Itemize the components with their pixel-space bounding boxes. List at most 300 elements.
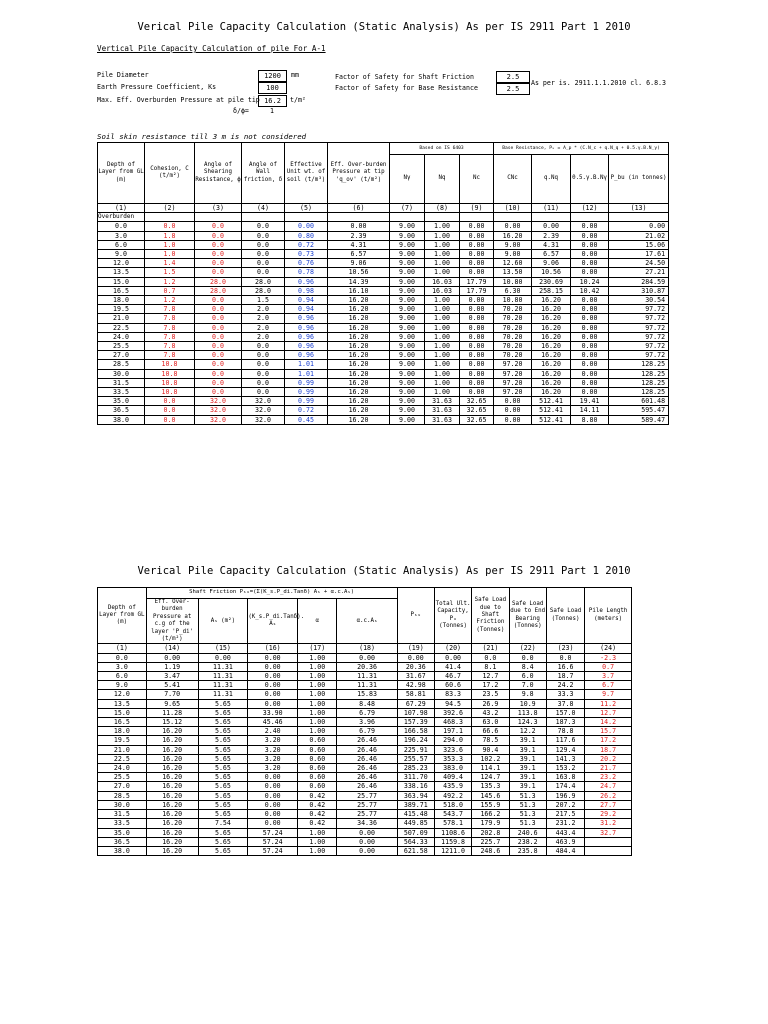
table-row: [98, 406, 669, 415]
table-cell: 24.50: [609, 259, 669, 268]
table-cell: 19.5: [98, 736, 147, 745]
table-cell: 207.2: [546, 800, 584, 809]
table-cell: 16.20: [328, 351, 390, 360]
table-cell: 14.39: [328, 277, 390, 286]
table-cell: 9.00: [390, 259, 425, 268]
table-cell: 97.20: [494, 388, 532, 397]
table-cell: 21.0: [98, 745, 147, 754]
table-cell: 578.1: [434, 819, 471, 828]
table-cell: 0.00: [248, 662, 298, 671]
table-cell: 11.28: [146, 708, 198, 717]
table-cell: 16.20: [146, 727, 198, 736]
table-cell: 39.1: [509, 764, 546, 773]
table-cell: 0.7: [585, 662, 632, 671]
table-cell: 0.00: [571, 296, 609, 305]
table-cell: 238.2: [509, 837, 546, 846]
table-cell: 2.0: [242, 305, 285, 314]
table-cell: 9.00: [390, 286, 425, 295]
table-cell: 16.20: [146, 837, 198, 846]
table-cell: 102.2: [472, 754, 509, 763]
table-cell: 7.8: [145, 323, 195, 332]
table-cell: 0.00: [460, 250, 494, 259]
table-cell: 1.01: [285, 360, 328, 369]
table-cell: 26.46: [337, 764, 397, 773]
table-cell: 10.80: [494, 277, 532, 286]
table-cell: 9.00: [390, 277, 425, 286]
table-cell: 60.6: [434, 681, 471, 690]
table-cell: 24.2: [546, 681, 584, 690]
section-subtitle: Vertical Pile Capacity Calculation of pile For A-1: [97, 44, 326, 53]
ks-label: Earth Pressure Coefficient, Ks: [97, 83, 217, 91]
column-number: (18): [337, 644, 397, 653]
table-cell: 39.1: [509, 773, 546, 782]
table-cell: 1.00: [425, 323, 460, 332]
table-cell: 7.8: [145, 314, 195, 323]
table-cell: 24.7: [585, 782, 632, 791]
table-cell: 0.00: [571, 360, 609, 369]
table-cell: 468.3: [434, 718, 471, 727]
table-cell: 5.65: [198, 800, 248, 809]
ks-value: 100: [258, 82, 287, 94]
table-cell: 595.47: [609, 406, 669, 415]
table-cell: 0.00: [460, 360, 494, 369]
table-cell: 248.6: [472, 846, 509, 855]
table-cell: 166.2: [472, 810, 509, 819]
column-number: (16): [248, 644, 298, 653]
table-cell: 39.1: [509, 782, 546, 791]
table-cell: 24.0: [98, 332, 145, 341]
table-cell: 3.0: [98, 231, 145, 240]
table-cell: 16.20: [532, 388, 571, 397]
table-cell: 97.72: [609, 314, 669, 323]
table-cell: 16.20: [532, 360, 571, 369]
table-cell: 57.24: [248, 837, 298, 846]
table-cell: 31.5: [98, 378, 145, 387]
table-row: [98, 819, 632, 828]
table-cell: 33.5: [98, 388, 145, 397]
table-cell: 1.00: [425, 296, 460, 305]
table-cell: 5.65: [198, 708, 248, 717]
table-cell: 33.5: [98, 819, 147, 828]
table-row: [98, 240, 669, 249]
table-cell: 6.30: [494, 286, 532, 295]
table-cell: 16.20: [328, 323, 390, 332]
table-cell: 32.0: [195, 397, 242, 406]
table-cell: 10.56: [328, 268, 390, 277]
table-cell: 32.0: [242, 406, 285, 415]
table-cell: 7.0: [509, 681, 546, 690]
table-cell: 0.99: [285, 397, 328, 406]
table-cell: 97.72: [609, 342, 669, 351]
table-cell: 0.00: [248, 791, 298, 800]
table-cell: 58.81: [397, 690, 434, 699]
table-cell: 225.7: [472, 837, 509, 846]
table-cell: 1.4: [145, 259, 195, 268]
table-cell: 129.4: [546, 745, 584, 754]
column-number: (9): [460, 204, 494, 213]
table-cell: 18.0: [98, 727, 147, 736]
table-cell: 0.00: [337, 837, 397, 846]
table-cell: 0.60: [298, 736, 337, 745]
table-cell: 7.8: [145, 305, 195, 314]
table-cell: 0.0: [242, 342, 285, 351]
column-number: (19): [397, 644, 434, 653]
table-cell: 9.00: [390, 388, 425, 397]
table-cell: 0.00: [337, 828, 397, 837]
table-cell: 5.65: [198, 782, 248, 791]
table-cell: 1.00: [298, 672, 337, 681]
table-cell: 14.11: [571, 406, 609, 415]
table-cell: 8.1: [472, 662, 509, 671]
column-header: P_bu (in tonnes): [609, 155, 669, 204]
table-cell: 363.94: [397, 791, 434, 800]
table-cell: 25.77: [337, 810, 397, 819]
table-cell: 9.0: [98, 250, 145, 259]
table-cell: 5.65: [198, 791, 248, 800]
table-cell: 21.0: [98, 314, 145, 323]
empty-cell: [390, 213, 425, 222]
table-cell: 7.8: [145, 332, 195, 341]
table-cell: 57.24: [248, 846, 298, 855]
table-cell: 0.00: [248, 810, 298, 819]
table-cell: 1.00: [425, 222, 460, 231]
table-cell: 0.0: [242, 351, 285, 360]
table-cell: 0.00: [494, 406, 532, 415]
table-cell: 0.0: [195, 259, 242, 268]
table-cell: 0.0: [242, 360, 285, 369]
table-cell: 1.00: [298, 653, 337, 662]
table-cell: 0.00: [460, 296, 494, 305]
table-cell: 0.60: [298, 782, 337, 791]
table-cell: 9.0: [98, 681, 147, 690]
table-cell: 0.96: [285, 342, 328, 351]
column-header: Effective Unit wt. of soil (t/m³): [285, 143, 328, 204]
table-cell: 16.20: [328, 360, 390, 369]
table-cell: 38.0: [98, 415, 145, 424]
column-number: (15): [198, 644, 248, 653]
pile-diameter-label: Pile Diameter: [97, 71, 149, 79]
table-row: [98, 681, 632, 690]
table-cell: 15.12: [146, 718, 198, 727]
table-row: [98, 800, 632, 809]
table-cell: 28.0: [195, 286, 242, 295]
table-cell: 28.5: [98, 360, 145, 369]
column-number: (20): [434, 644, 471, 653]
table-cell: 16.20: [146, 810, 198, 819]
table-cell: 6.79: [337, 727, 397, 736]
table-cell: 30.0: [98, 800, 147, 809]
delta-phi-value: 1: [270, 107, 274, 115]
column-header: Eff. Over-burden Pressure at tip 'q_ov' (t/m²): [328, 143, 390, 204]
table-cell: 32.0: [242, 397, 285, 406]
table-cell: 9.00: [390, 369, 425, 378]
table-cell: 67.29: [397, 699, 434, 708]
table-cell: 392.6: [434, 708, 471, 717]
table-cell: 41.4: [434, 662, 471, 671]
table-cell: 285.23: [397, 764, 434, 773]
table-cell: 63.0: [472, 718, 509, 727]
table-cell: 0.00: [571, 351, 609, 360]
table-row: [98, 837, 632, 846]
table-cell: 621.58: [397, 846, 434, 855]
table-cell: 4.31: [532, 240, 571, 249]
table-cell: 0.00: [460, 222, 494, 231]
table-row: [98, 397, 669, 406]
table-cell: 0.0: [195, 369, 242, 378]
max-eff-value: 16.2: [258, 95, 287, 107]
table-cell: 507.09: [397, 828, 434, 837]
table-row: [98, 351, 669, 360]
table-cell: 9.00: [390, 360, 425, 369]
table-cell: 13.5: [98, 268, 145, 277]
table-cell: 16.20: [328, 296, 390, 305]
table-cell: 11.31: [198, 672, 248, 681]
table-cell: 1159.8: [434, 837, 471, 846]
column-number: (8): [425, 204, 460, 213]
table-cell: 10.24: [571, 277, 609, 286]
table-cell: 9.00: [390, 406, 425, 415]
table-cell: 20.36: [397, 662, 434, 671]
table-row: [98, 305, 669, 314]
column-header: Safe Load due to End Bearing (Tonnes): [509, 588, 546, 644]
column-number: (4): [242, 204, 285, 213]
table-cell: 10.80: [494, 296, 532, 305]
table-cell: 27.7: [585, 800, 632, 809]
table-cell: 117.6: [546, 736, 584, 745]
table-cell: 492.2: [434, 791, 471, 800]
table-cell: 0.00: [198, 653, 248, 662]
table-cell: 46.7: [434, 672, 471, 681]
table-cell: 0.00: [494, 415, 532, 424]
table-row: [98, 369, 669, 378]
table-row: [98, 764, 632, 773]
table-cell: 0.00: [460, 342, 494, 351]
table-cell: 5.65: [198, 846, 248, 855]
table-cell: 97.20: [494, 369, 532, 378]
column-header: Nγ: [390, 155, 425, 204]
table-cell: 1.00: [298, 699, 337, 708]
table-cell: 235.8: [509, 846, 546, 855]
table-cell: 196.24: [397, 736, 434, 745]
table-cell: 0.99: [285, 378, 328, 387]
table-cell: 145.6: [472, 791, 509, 800]
table-cell: 0.73: [285, 250, 328, 259]
pile-capacity-table-1: [97, 142, 669, 425]
table-cell: 31.63: [425, 415, 460, 424]
table-cell: 1.00: [425, 360, 460, 369]
table-cell: 15.7: [585, 727, 632, 736]
table-cell: 15.06: [609, 240, 669, 249]
table-cell: 8.4: [509, 662, 546, 671]
table-cell: 240.6: [509, 828, 546, 837]
table-cell: 1.2: [145, 296, 195, 305]
column-header: Angle of Shearing Resistance, ϕ: [195, 143, 242, 204]
table-cell: 1.5: [145, 268, 195, 277]
table-cell: 10.9: [509, 699, 546, 708]
table-cell: 83.3: [434, 690, 471, 699]
table-cell: 9.00: [390, 250, 425, 259]
table-cell: 1.8: [145, 231, 195, 240]
table-cell: 26.46: [337, 736, 397, 745]
table-cell: 463.9: [546, 837, 584, 846]
table-cell: 1.00: [425, 314, 460, 323]
table-cell: 0.0: [242, 222, 285, 231]
table-cell: 31.63: [425, 397, 460, 406]
table-cell: 0.0: [195, 240, 242, 249]
table-cell: 90.4: [472, 745, 509, 754]
table-cell: 31.63: [425, 406, 460, 415]
table-cell: 37.8: [546, 699, 584, 708]
empty-cell: [195, 213, 242, 222]
table-cell: 5.65: [198, 810, 248, 819]
table-cell: 0.00: [337, 653, 397, 662]
table-cell: 16.20: [532, 296, 571, 305]
table-cell: 16.20: [328, 342, 390, 351]
table-row: [98, 791, 632, 800]
table-cell: 51.3: [509, 819, 546, 828]
column-header: Safe Load due to Shaft Friction (Tonnes): [472, 588, 509, 644]
table-cell: 0.0: [145, 397, 195, 406]
table-cell: 16.20: [146, 791, 198, 800]
table-cell: 0.60: [298, 773, 337, 782]
column-number: (5): [285, 204, 328, 213]
table-cell: 24.0: [98, 764, 147, 773]
empty-cell: [242, 213, 285, 222]
table-cell: 0.00: [571, 231, 609, 240]
table-cell: 6.57: [328, 250, 390, 259]
table-cell: 21.7: [585, 764, 632, 773]
column-number: (24): [585, 644, 632, 653]
table-cell: 5.65: [198, 764, 248, 773]
table-cell: 9.00: [390, 296, 425, 305]
table-cell: 16.20: [328, 415, 390, 424]
table-cell: 22.5: [98, 323, 145, 332]
table-cell: 16.20: [146, 782, 198, 791]
table-cell: 0.98: [285, 286, 328, 295]
table-cell: 6.7: [585, 681, 632, 690]
table-cell: 32.65: [460, 397, 494, 406]
table-cell: 22.5: [98, 754, 147, 763]
table-cell: 0.0: [242, 240, 285, 249]
column-header: 0.5.γ.B.Nγ: [571, 155, 609, 204]
table-cell: 51.3: [509, 791, 546, 800]
table-cell: 8.48: [337, 699, 397, 708]
table-row: [98, 653, 632, 662]
table-cell: 197.1: [434, 727, 471, 736]
table-cell: 9.06: [532, 259, 571, 268]
table-cell: 94.5: [434, 699, 471, 708]
table-cell: 9.00: [390, 240, 425, 249]
table-row: [98, 360, 669, 369]
table-cell: 6.0: [98, 240, 145, 249]
table-cell: 0.00: [571, 259, 609, 268]
overburden-label: Overburden: [98, 213, 145, 222]
table-cell: 5.65: [198, 736, 248, 745]
table-cell: 0.0: [145, 222, 195, 231]
table-cell: 39.1: [509, 745, 546, 754]
table-cell: 13.5: [98, 699, 147, 708]
column-header: α: [298, 599, 337, 644]
table-cell: 16.03: [425, 286, 460, 295]
table-cell: 97.20: [494, 378, 532, 387]
table-cell: 311.70: [397, 773, 434, 782]
table-row: [98, 259, 669, 268]
column-number: (23): [546, 644, 584, 653]
table-row: [98, 727, 632, 736]
table-cell: 17.2: [472, 681, 509, 690]
table-cell: 32.65: [460, 406, 494, 415]
table-cell: 0.00: [337, 846, 397, 855]
table-cell: 11.31: [337, 681, 397, 690]
table-cell: 66.6: [472, 727, 509, 736]
table-cell: 97.72: [609, 351, 669, 360]
column-header: (K_s.P_di.Tanδ). Aₛ: [248, 599, 298, 644]
table-row: [98, 388, 669, 397]
table-cell: 0.42: [298, 791, 337, 800]
table-cell: 17.61: [609, 250, 669, 259]
table-cell: 9.06: [328, 259, 390, 268]
table-cell: 0.0: [472, 653, 509, 662]
table-cell: 10.42: [571, 286, 609, 295]
table-cell: 38.0: [98, 846, 147, 855]
table-cell: 28.5: [98, 791, 147, 800]
table-cell: 12.7: [472, 672, 509, 681]
table-cell: 16.20: [146, 773, 198, 782]
table-cell: 1.00: [425, 369, 460, 378]
table-cell: 0.00: [571, 323, 609, 332]
table-cell: 353.3: [434, 754, 471, 763]
table-cell: 1108.6: [434, 828, 471, 837]
table-cell: 32.0: [195, 415, 242, 424]
table-cell: 1.00: [298, 837, 337, 846]
table-cell: 512.41: [532, 406, 571, 415]
table-cell: 0.0: [195, 378, 242, 387]
table-cell: 31.67: [397, 672, 434, 681]
table-cell: 449.85: [397, 819, 434, 828]
table-cell: 0.7: [145, 286, 195, 295]
table-cell: 601.48: [609, 397, 669, 406]
table-cell: 15.83: [337, 690, 397, 699]
column-header: Depth of Layer from GL (m): [98, 143, 145, 204]
table-cell: 3.0: [98, 662, 147, 671]
table-row: [98, 754, 632, 763]
table-row: [98, 745, 632, 754]
pile-capacity-table-2: [97, 587, 632, 856]
table-cell: 9.00: [494, 250, 532, 259]
table-cell: 7.70: [146, 690, 198, 699]
table-cell: 1.00: [425, 268, 460, 277]
table-cell: 16.20: [328, 332, 390, 341]
table-cell: 0.0: [195, 351, 242, 360]
table-cell: 19.5: [98, 305, 145, 314]
table-cell: 15.0: [98, 708, 147, 717]
table-cell: 9.00: [390, 378, 425, 387]
column-header: Nc: [460, 155, 494, 204]
table-cell: 28.0: [242, 277, 285, 286]
table-cell: 21.02: [609, 231, 669, 240]
table-row: [98, 342, 669, 351]
table-cell: 543.7: [434, 810, 471, 819]
table-cell: 0.94: [285, 296, 328, 305]
page-title-1: Verical Pile Capacity Calculation (Static Analysis) As per IS 2911 Part 1 2010: [137, 21, 631, 33]
table-cell: 0.0: [195, 296, 242, 305]
table-cell: 1.00: [425, 332, 460, 341]
table-cell: 1.00: [425, 259, 460, 268]
table-cell: 0.00: [571, 305, 609, 314]
table-cell: 443.4: [546, 828, 584, 837]
fos-shaft-label: Factor of Safety for Shaft Friction: [335, 73, 474, 81]
table-cell: 16.03: [425, 277, 460, 286]
